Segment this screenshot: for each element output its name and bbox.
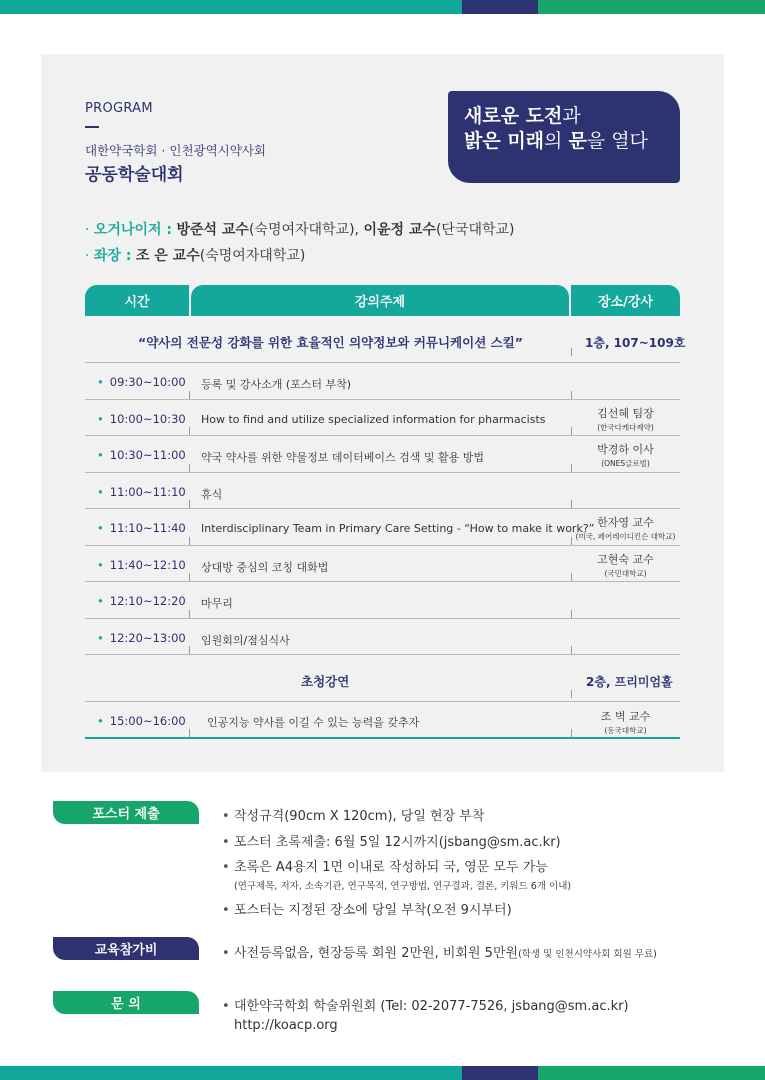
row-topic: 휴식 (201, 487, 223, 501)
bullet-dot: • (222, 903, 230, 918)
row-divider (85, 362, 680, 363)
poster-item (222, 805, 484, 824)
contact-item (222, 995, 629, 1014)
row-topic: 등록 및 강사소개 (포스터 부착) (201, 378, 352, 391)
bullet-dot: • (97, 484, 104, 499)
row-time (97, 412, 186, 426)
fee-text: 사전등록없음, 현장등록 회원 2만원, 비회원 5만원 (234, 946, 519, 961)
column-divider (571, 427, 572, 435)
bullet-dot: • (222, 946, 230, 961)
poster-item-text: 작성규격(90cm X 120cm), 당일 현장 부착 (234, 809, 485, 824)
chair-line (85, 245, 305, 265)
slogan-line-1 (464, 104, 664, 129)
speaker-affiliation: (ONES글로벌) (601, 459, 650, 468)
time-text: 11:10~11:40 (109, 521, 186, 535)
column-divider (571, 348, 572, 356)
conference-title: 공동학술대회 (85, 165, 184, 185)
row-divider (85, 472, 680, 473)
column-divider (189, 610, 190, 618)
organizer-affiliation: (단국대학교) (435, 222, 515, 238)
time-text: 09:30~10:00 (109, 375, 186, 389)
row-speaker (571, 405, 680, 433)
column-header-topic: 강의주제 (191, 285, 569, 316)
row-divider (85, 399, 680, 400)
bullet-dot: • (222, 809, 230, 824)
poster-item-text: 초록은 A4용지 1면 이내로 작성하되 국, 영문 모두 가능 (234, 860, 548, 875)
bottom-bar-green (538, 1066, 765, 1080)
organizer-line (85, 219, 515, 239)
column-divider (571, 573, 572, 581)
bullet-dot: • (97, 594, 104, 608)
speaker-name: 박경하 이사 (597, 443, 654, 456)
fee-badge: 교육참가비 (53, 937, 199, 960)
top-bar-green (538, 0, 765, 14)
column-divider (189, 537, 190, 545)
row-divider (85, 508, 680, 509)
session-place: 1층, 107~109호 (585, 336, 686, 350)
fee-note: (학생 및 인천시약사회 회원 무료) (518, 949, 657, 960)
row-topic: 약국 약사를 위한 약물정보 데이터베이스 검색 및 활용 방법 (201, 451, 484, 464)
column-divider (571, 610, 572, 618)
table-bottom-rule (85, 737, 680, 739)
chair-affiliation: (숙명여자대학교) (199, 248, 306, 264)
row-topic: Interdisciplinary Team in Primary Care Setting - “How to make it work?” (201, 522, 595, 535)
speaker-affiliation: (미국, 페어레이디킨슨 대학교) (575, 532, 676, 541)
column-header-time: 시간 (85, 285, 189, 316)
column-divider (571, 729, 572, 737)
column-header-place: 장소/강사 (571, 285, 680, 316)
session-title: “약사의 전문성 강화를 위한 효율적인 의약정보와 커뮤니케이션 스킬” (138, 335, 523, 350)
program-rule (85, 126, 99, 128)
slogan-text: 새로운 도전 (464, 105, 563, 127)
session-place: 2층, 프리미엄홀 (586, 675, 673, 689)
top-color-bar (0, 0, 765, 14)
column-divider (189, 500, 190, 508)
row-time (97, 485, 186, 499)
row-speaker (571, 551, 680, 579)
row-topic: 마무리 (201, 597, 233, 610)
time-text: 15:00~16:00 (109, 714, 186, 728)
row-time (97, 375, 186, 389)
slogan-text: 밝은 미래 (464, 130, 545, 152)
bullet-dot: • (97, 630, 104, 645)
bullet-dot: • (97, 448, 104, 462)
time-text: 11:00~11:10 (109, 484, 186, 499)
column-divider (571, 464, 572, 472)
slogan-box (448, 91, 680, 183)
column-divider (189, 573, 190, 581)
slogan-text: 과 (562, 105, 581, 127)
chair-name: 조 은 교수 (135, 248, 200, 264)
time-text: 10:00~10:30 (109, 411, 186, 426)
column-divider (189, 729, 190, 737)
speaker-name: 고현숙 교수 (597, 552, 654, 566)
row-divider (85, 581, 680, 582)
column-divider (189, 427, 190, 435)
bullet-dot: • (97, 411, 104, 426)
row-divider (85, 701, 680, 702)
row-time (97, 558, 186, 572)
contact-text: 대한약국학회 학술위원회 (Tel: 02-2077-7526, jsbang@sm.ac.kr) (234, 999, 629, 1014)
bullet-dot: · (85, 248, 90, 264)
poster-item-text: 포스터는 지정된 장소에 당일 부착(오전 9시부터) (234, 903, 512, 918)
program-label: PROGRAM (85, 101, 153, 116)
row-divider (85, 654, 680, 655)
row-time (97, 521, 186, 535)
contact-badge: 문 의 (53, 991, 199, 1014)
organizer-name: 방준석 교수 (176, 222, 249, 238)
organizer-affiliation: (숙명여자대학교), (248, 222, 364, 238)
speaker-name: 조 벽 교수 (600, 710, 651, 723)
bottom-bar-navy (462, 1066, 538, 1080)
column-divider (571, 690, 572, 698)
row-topic: 임원회의/점심식사 (201, 633, 290, 647)
organizers-text: 대한약국학회 · 인천광역시약사회 (85, 143, 266, 158)
organizer-name: 이윤정 교수 (363, 222, 436, 238)
slogan-text: 문 (568, 130, 587, 152)
top-bar-teal (0, 0, 462, 14)
row-topic: 인공지능 약사를 이길 수 있는 능력을 갖추자 (207, 716, 420, 729)
row-time (97, 448, 186, 462)
poster-badge: 포스터 제출 (53, 801, 199, 824)
column-divider (189, 464, 190, 472)
row-topic: 상대방 중심의 코칭 대화법 (201, 560, 329, 574)
speaker-affiliation: (국민대학교) (604, 568, 647, 578)
time-text: 11:40~12:10 (109, 557, 186, 572)
speaker-name: 한자영 교수 (597, 516, 654, 529)
bottom-color-bar (0, 1066, 765, 1080)
speaker-affiliation: (한국다케다제약) (597, 422, 654, 432)
poster-item (222, 899, 512, 918)
poster-item (222, 856, 548, 875)
contact-url[interactable]: http://koacp.org (234, 1018, 338, 1033)
top-bar-navy (462, 0, 538, 14)
session-title: 초청강연 (301, 674, 350, 689)
column-divider (571, 500, 572, 508)
row-divider (85, 545, 680, 546)
bullet-dot: • (222, 860, 230, 875)
slogan-line-2 (464, 129, 664, 154)
bottom-bar-teal (0, 1066, 462, 1080)
row-divider (85, 435, 680, 436)
bullet-dot: • (222, 999, 230, 1014)
bullet-dot: • (97, 714, 104, 728)
row-time (97, 631, 186, 645)
speaker-name: 김선혜 팀장 (597, 406, 654, 420)
row-time (97, 714, 186, 728)
bullet-dot: • (97, 521, 104, 535)
bullet-dot: • (97, 557, 104, 572)
poster-item-note: (연구제목, 저자, 소속기관, 연구목적, 연구방법, 연구결과, 결론, 키워드 6개 이내) (234, 881, 572, 892)
bullet-dot: • (97, 375, 104, 389)
column-divider (189, 646, 190, 654)
fee-item (222, 942, 657, 961)
poster-item (222, 831, 561, 850)
poster-item-text: 포스터 초록제출: 6월 5일 12시까지(jsbang@sm.ac.kr) (234, 835, 561, 850)
row-topic: How to find and utilize specialized information for pharmacists (201, 412, 546, 426)
column-divider (571, 391, 572, 399)
row-speaker (571, 514, 680, 542)
time-text: 12:10~12:20 (109, 594, 186, 608)
bullet-dot: · (85, 222, 90, 238)
column-divider (571, 646, 572, 654)
bullet-dot: • (222, 835, 230, 850)
column-divider (571, 537, 572, 545)
organizer-label: 오거나이저 : (93, 222, 172, 238)
speaker-affiliation: (동국대학교) (604, 726, 647, 735)
slogan-text: 의 (544, 130, 569, 152)
row-time (97, 594, 186, 608)
slogan-text: 을 열다 (586, 130, 648, 152)
chair-label: 좌장 : (93, 248, 132, 264)
column-divider (189, 391, 190, 399)
time-text: 12:20~13:00 (109, 630, 186, 645)
row-divider (85, 618, 680, 619)
row-speaker (571, 441, 680, 469)
row-speaker (571, 708, 680, 736)
time-text: 10:30~11:00 (109, 448, 186, 462)
